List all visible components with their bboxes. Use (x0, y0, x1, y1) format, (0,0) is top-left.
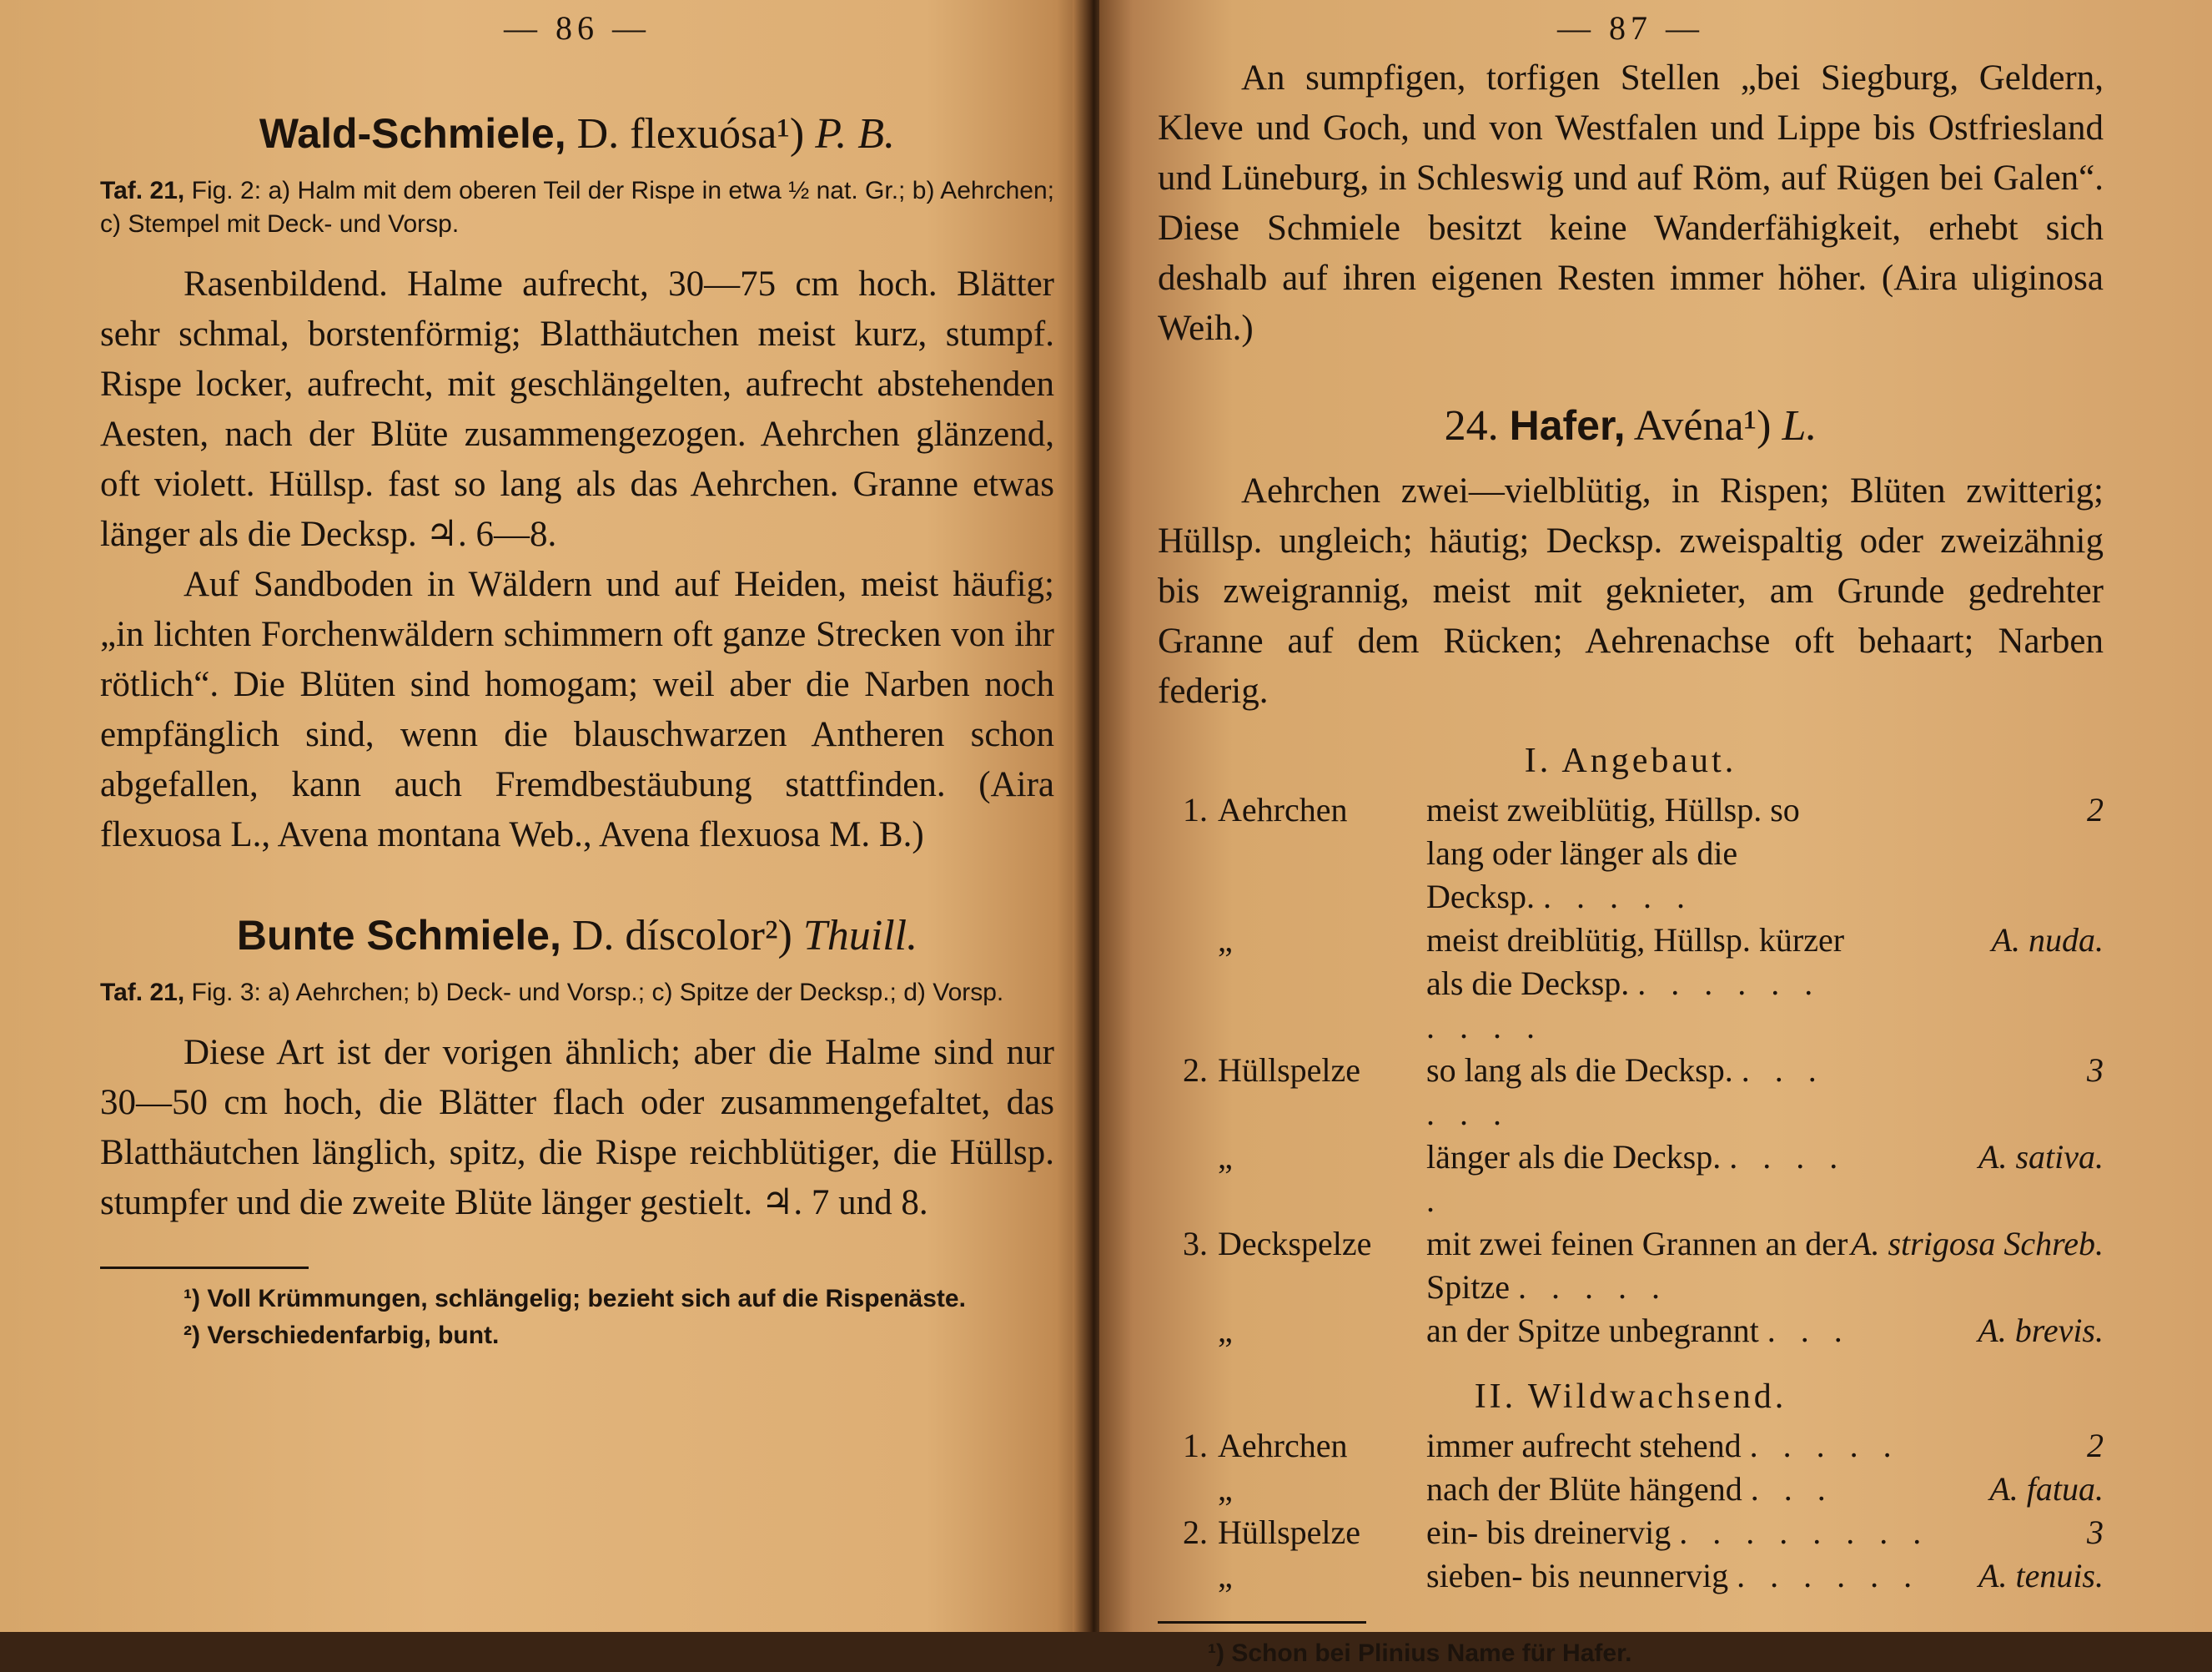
key-description (1418, 919, 1851, 1049)
key-row (1158, 919, 2104, 1049)
key-result: 2 (2087, 1427, 2104, 1464)
identification-key (1158, 1424, 2104, 1598)
key-term: Hüllspelze (1218, 1513, 1361, 1551)
entry-latin: D. flexuósa¹) (576, 110, 805, 158)
key-description-text: so lang als die Decksp. (1426, 1051, 1733, 1089)
genus-number: 24. (1444, 402, 1499, 450)
key-term: Deckspelze (1218, 1225, 1372, 1262)
key-term: „ (1218, 921, 1233, 959)
key-row (1158, 1554, 2104, 1598)
right-page (1099, 0, 2212, 1667)
key-result: A. tenuis. (1978, 1557, 2104, 1594)
key-number (1158, 919, 1218, 1049)
plate-label: Taf. 21, (100, 979, 185, 1006)
key-leader-dots: . . . . . . (1737, 1557, 1921, 1594)
entry-author: Thuill. (802, 912, 918, 959)
entry-heading (100, 907, 1054, 964)
key-number (1158, 1309, 1218, 1352)
key-section-title: II. Wildwachsend. (1474, 1377, 1787, 1416)
key-term: „ (1218, 1312, 1233, 1349)
key-result: 3 (2087, 1051, 2104, 1089)
key-leader-dots: . . . (1750, 1470, 1834, 1508)
key-number (1158, 1468, 1218, 1511)
key-description-text: nach der Blüte hängend (1426, 1470, 1742, 1508)
genus-name: Hafer, (1509, 402, 1626, 449)
key-term: „ (1218, 1470, 1233, 1508)
key-leader-dots: . . . . . (1517, 1268, 1668, 1306)
plate-text: Fig. 3: a) Aehrchen; b) Deck- und Vorsp.; c) Spitze der Decksp.; d) Vorsp. (191, 979, 1004, 1006)
key-term: Hüllspelze (1218, 1051, 1361, 1089)
description-paragraph: Diese Art ist der vorigen ähnlich; aber die Halme sind nur 30—50 cm hoch, die Blätter flach oder zusammengefaltet, das Blatthäutchen länglich, spitz, die Rispe reichblütiger, die Hüllsp. stumpfer und die zweite Blüte länger gestielt. ♃. 7 und 8. (100, 1033, 1054, 1222)
key-result: A. sativa. (1978, 1138, 2104, 1176)
page-number: — 86 — (504, 9, 651, 47)
key-term: „ (1218, 1557, 1233, 1594)
key-description-text: länger als die Decksp. (1426, 1138, 1722, 1176)
entry-heading (100, 105, 1054, 163)
key-term: Aehrchen (1218, 791, 1348, 828)
genus-author: L. (1782, 402, 1817, 450)
key-result: 3 (2087, 1513, 2104, 1551)
key-term: Aehrchen (1218, 1427, 1348, 1464)
key-description-text: mit zwei feinen Grannen an der Spitze (1426, 1225, 1848, 1306)
key-leader-dots: . . . . . (1542, 878, 1693, 915)
key-description-text: meist dreiblütig, Hüllsp. kürzer als die Decksp. (1426, 921, 1845, 1002)
key-description (1418, 1554, 1937, 1598)
key-term: „ (1218, 1138, 1233, 1176)
genus-latin: Avéna¹) (1633, 402, 1772, 450)
genus-description: Aehrchen zwei—vielblütig, in Rispen; Blüten zwitterig; Hüllsp. ungleich; häutig; Decksp. zweispaltig oder zweizähnig bis zweigrannig, meist mit geknieter, am Grunde gedrehter Granne auf dem Rücken; Aehrenachse oft behaart; Narben federig. (1158, 471, 2104, 711)
page-number: — 87 — (1557, 9, 1704, 47)
key-row (1158, 788, 2104, 919)
plate-label: Taf. 21, (100, 177, 185, 204)
key-row (1158, 1309, 2104, 1352)
key-row (1158, 1136, 2104, 1222)
key-number (1158, 1554, 1218, 1598)
plate-reference (100, 174, 1054, 241)
genus-heading (1158, 397, 2104, 455)
entry-name: Bunte Schmiele, (236, 912, 561, 959)
habitat-paragraph: Auf Sandboden in Wäldern und auf Heiden, meist häufig; „in lichten Forchenwäldern schimmern oft ganze Strecken von ihr rötlich“. Die Blüten sind homogam; weil aber die Narben noch empfänglich sind, wenn die blauschwarzen Antheren schon abgefallen, kann auch Fremdbestäubung stattfinden. (Aira flexuosa L., Avena montana Web., Avena flexuosa M. B.) (100, 565, 1054, 854)
key-description (1418, 1049, 1851, 1136)
key-row (1158, 1424, 2104, 1468)
footnote-rule (100, 1267, 309, 1269)
description-paragraph: Rasenbildend. Halme aufrecht, 30—75 cm hoch. Blätter sehr schmal, borstenförmig; Blatthäutchen meist kurz, stumpf. Rispe locker, aufrecht, mit geschlängelten, aufrecht abstehenden Aesten, nach der Blüte zusammengezogen. Aehrchen glänzend, oft violett. Hüllsp. fast so lang als das Aehrchen. Granne etwas länger als die Decksp. ♃. 6—8. (100, 264, 1054, 554)
key-result: 2 (2087, 791, 2104, 828)
key-row (1158, 1222, 2104, 1309)
key-result: A. strigosa Schreb. (1851, 1225, 2104, 1262)
plate-reference (100, 976, 1054, 1010)
key-number (1158, 1136, 1218, 1222)
continued-paragraph: An sumpfigen, torfigen Stellen „bei Siegburg, Geldern, Kleve und Goch, und von Westfalen und Lippe bis Ostfriesland und Lüneburg, in Schleswig und auf Röm, auf Rügen bei Galen“. Diese Schmiele besitzt keine Wanderfähigkeit, erhebt sich deshalb auf ihren eigenen Resten immer höher. (Aira uliginosa Weih.) (1158, 58, 2104, 348)
key-row (1158, 1049, 2104, 1136)
key-result: A. brevis. (1978, 1312, 2104, 1349)
key-description-text: an der Spitze unbegrannt (1426, 1312, 1759, 1349)
key-number: 3. (1183, 1225, 1208, 1262)
key-number: 1. (1183, 1427, 1208, 1464)
key-number: 2. (1183, 1513, 1208, 1551)
plate-text: Fig. 2: a) Halm mit dem oberen Teil der Rispe in etwa ½ nat. Gr.; b) Aehrchen; c) Stempel mit Deck- und Vorsp. (100, 177, 1054, 238)
key-number: 2. (1183, 1051, 1208, 1089)
key-leader-dots: . . . . . . . . . . (1426, 964, 1822, 1045)
key-leader-dots: . . . (1767, 1312, 1851, 1349)
entry-author: P. B. (815, 110, 896, 158)
key-description-text: sieben- bis neunnervig (1426, 1557, 1729, 1594)
footnote: ¹) Voll Krümmungen, schlängelig; bezieht sich auf die Rispenäste. (183, 1285, 966, 1312)
key-description (1418, 1309, 1851, 1352)
key-row (1158, 1468, 2104, 1511)
key-description-text: immer aufrecht stehend (1426, 1427, 1742, 1464)
left-page (0, 0, 1089, 1632)
key-description (1418, 1424, 1937, 1468)
footnote: ¹) Schon bei Plinius Name für Hafer. (1208, 1639, 1632, 1667)
key-leader-dots: . . . . . (1749, 1427, 1900, 1464)
key-description (1418, 1468, 1937, 1511)
key-description (1418, 788, 1851, 919)
key-leader-dots: . . . . . . . . (1679, 1513, 1930, 1551)
key-description (1418, 1136, 1851, 1222)
key-description (1418, 1511, 1937, 1554)
key-result: A. fatua. (1989, 1470, 2104, 1508)
key-section-title: I. Angebaut. (1524, 742, 1737, 780)
key-number: 1. (1183, 791, 1208, 828)
key-result: A. nuda. (1991, 921, 2104, 959)
key-leader-dots: . . . . . (1426, 1138, 1847, 1219)
footnote: ²) Verschiedenfarbig, bunt. (183, 1322, 500, 1349)
key-row (1158, 1511, 2104, 1554)
key-description-text: meist zweiblütig, Hüllsp. so lang oder länger als die Decksp. (1426, 791, 1800, 915)
entry-name: Wald-Schmiele, (259, 110, 566, 157)
key-description-text: ein- bis dreinervig (1426, 1513, 1672, 1551)
footnote-rule (1158, 1621, 1366, 1624)
key-description (1418, 1222, 1851, 1309)
entry-latin: D. díscolor²) (571, 912, 792, 959)
identification-key (1158, 788, 2104, 1352)
key-leader-dots: . . . . . . (1426, 1051, 1825, 1132)
